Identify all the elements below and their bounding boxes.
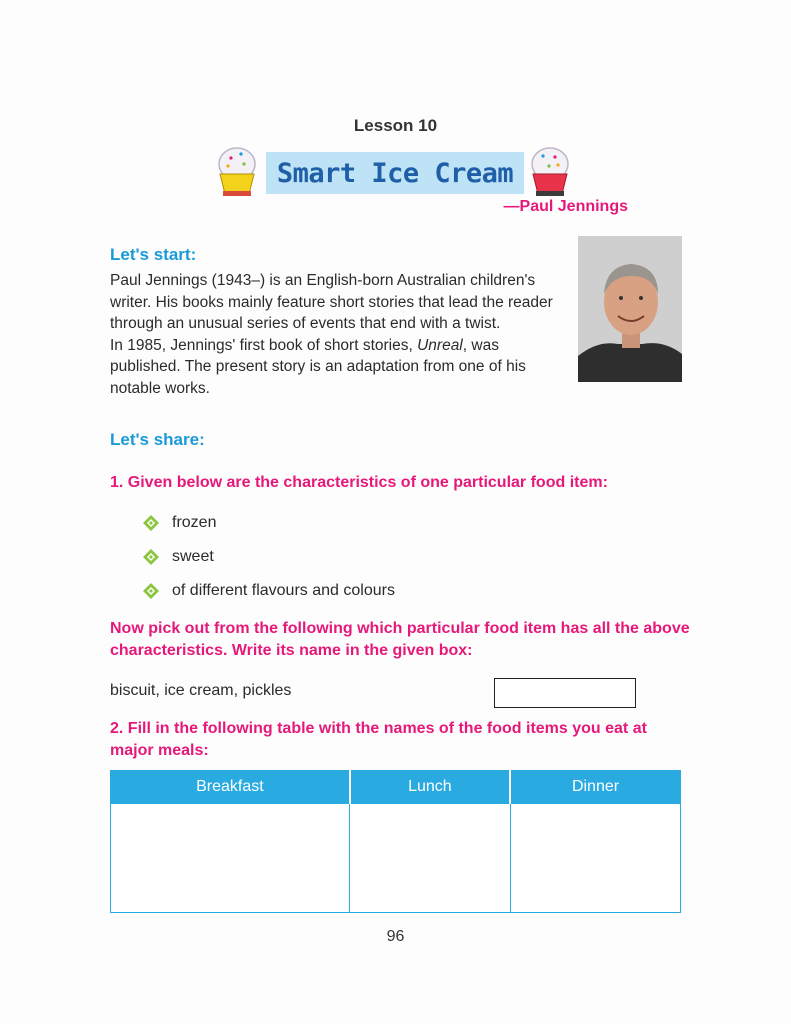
- diamond-bullet-icon: [142, 582, 160, 600]
- lets-share-heading: Let's share:: [110, 430, 205, 449]
- lesson-label: Lesson 10: [353, 116, 438, 135]
- instruction-text: Now pick out from the following which particular food item has all the above characteristics. Write its name in the given box:: [110, 620, 690, 659]
- table-header-row: [111, 771, 681, 804]
- diamond-bullet-icon: [142, 514, 160, 532]
- lets-start-heading: Let's start:: [110, 245, 197, 264]
- answer-box[interactable]: [494, 678, 636, 708]
- lunch-cell[interactable]: [350, 804, 510, 913]
- list-item: [142, 540, 395, 574]
- ice-cream-cup-icon: [214, 144, 260, 200]
- intro-text: [110, 270, 682, 399]
- table-row: [111, 804, 681, 913]
- list-item: [142, 574, 395, 608]
- header-dinner: Dinner: [510, 771, 680, 804]
- header-breakfast: Breakfast: [111, 771, 350, 804]
- list-item: [142, 506, 395, 540]
- dinner-cell[interactable]: [510, 804, 680, 913]
- characteristics-list: [142, 506, 395, 608]
- header-lunch: Lunch: [350, 771, 510, 804]
- question-2: 2. Fill in the following table with the names of the food items you eat at major meals:: [110, 720, 647, 759]
- bullet-text: of different flavours and colours: [172, 582, 395, 599]
- title-banner: [266, 152, 524, 194]
- author-name: —Paul Jennings: [503, 198, 628, 215]
- bullet-text: frozen: [172, 514, 217, 531]
- author-photo: [578, 236, 682, 382]
- bullet-text: sweet: [172, 548, 214, 565]
- intro-text-part: In 1985, Jennings' first book of short stories,: [110, 336, 418, 354]
- intro-paragraph: Paul Jennings (1943–) is an English-born Australian children's writer. His books mainly feature short stories that lead the reader through an unusual series of events that end with a twist.: [110, 272, 553, 332]
- book-title: Unreal: [417, 336, 463, 354]
- diamond-bullet-icon: [142, 548, 160, 566]
- lesson-title: Smart Ice Cream: [276, 157, 514, 189]
- intro-text-part: , was published. The present story is an adaptation from one of his notable works.: [110, 336, 526, 397]
- ice-cream-cup-icon: [527, 144, 573, 200]
- question-1: 1. Given below are the characteristics of one particular food item:: [110, 474, 608, 491]
- breakfast-cell[interactable]: [111, 804, 350, 913]
- options-text: biscuit, ice cream, pickles: [110, 682, 292, 699]
- meals-table: [110, 770, 681, 913]
- page-number: 96: [386, 928, 405, 945]
